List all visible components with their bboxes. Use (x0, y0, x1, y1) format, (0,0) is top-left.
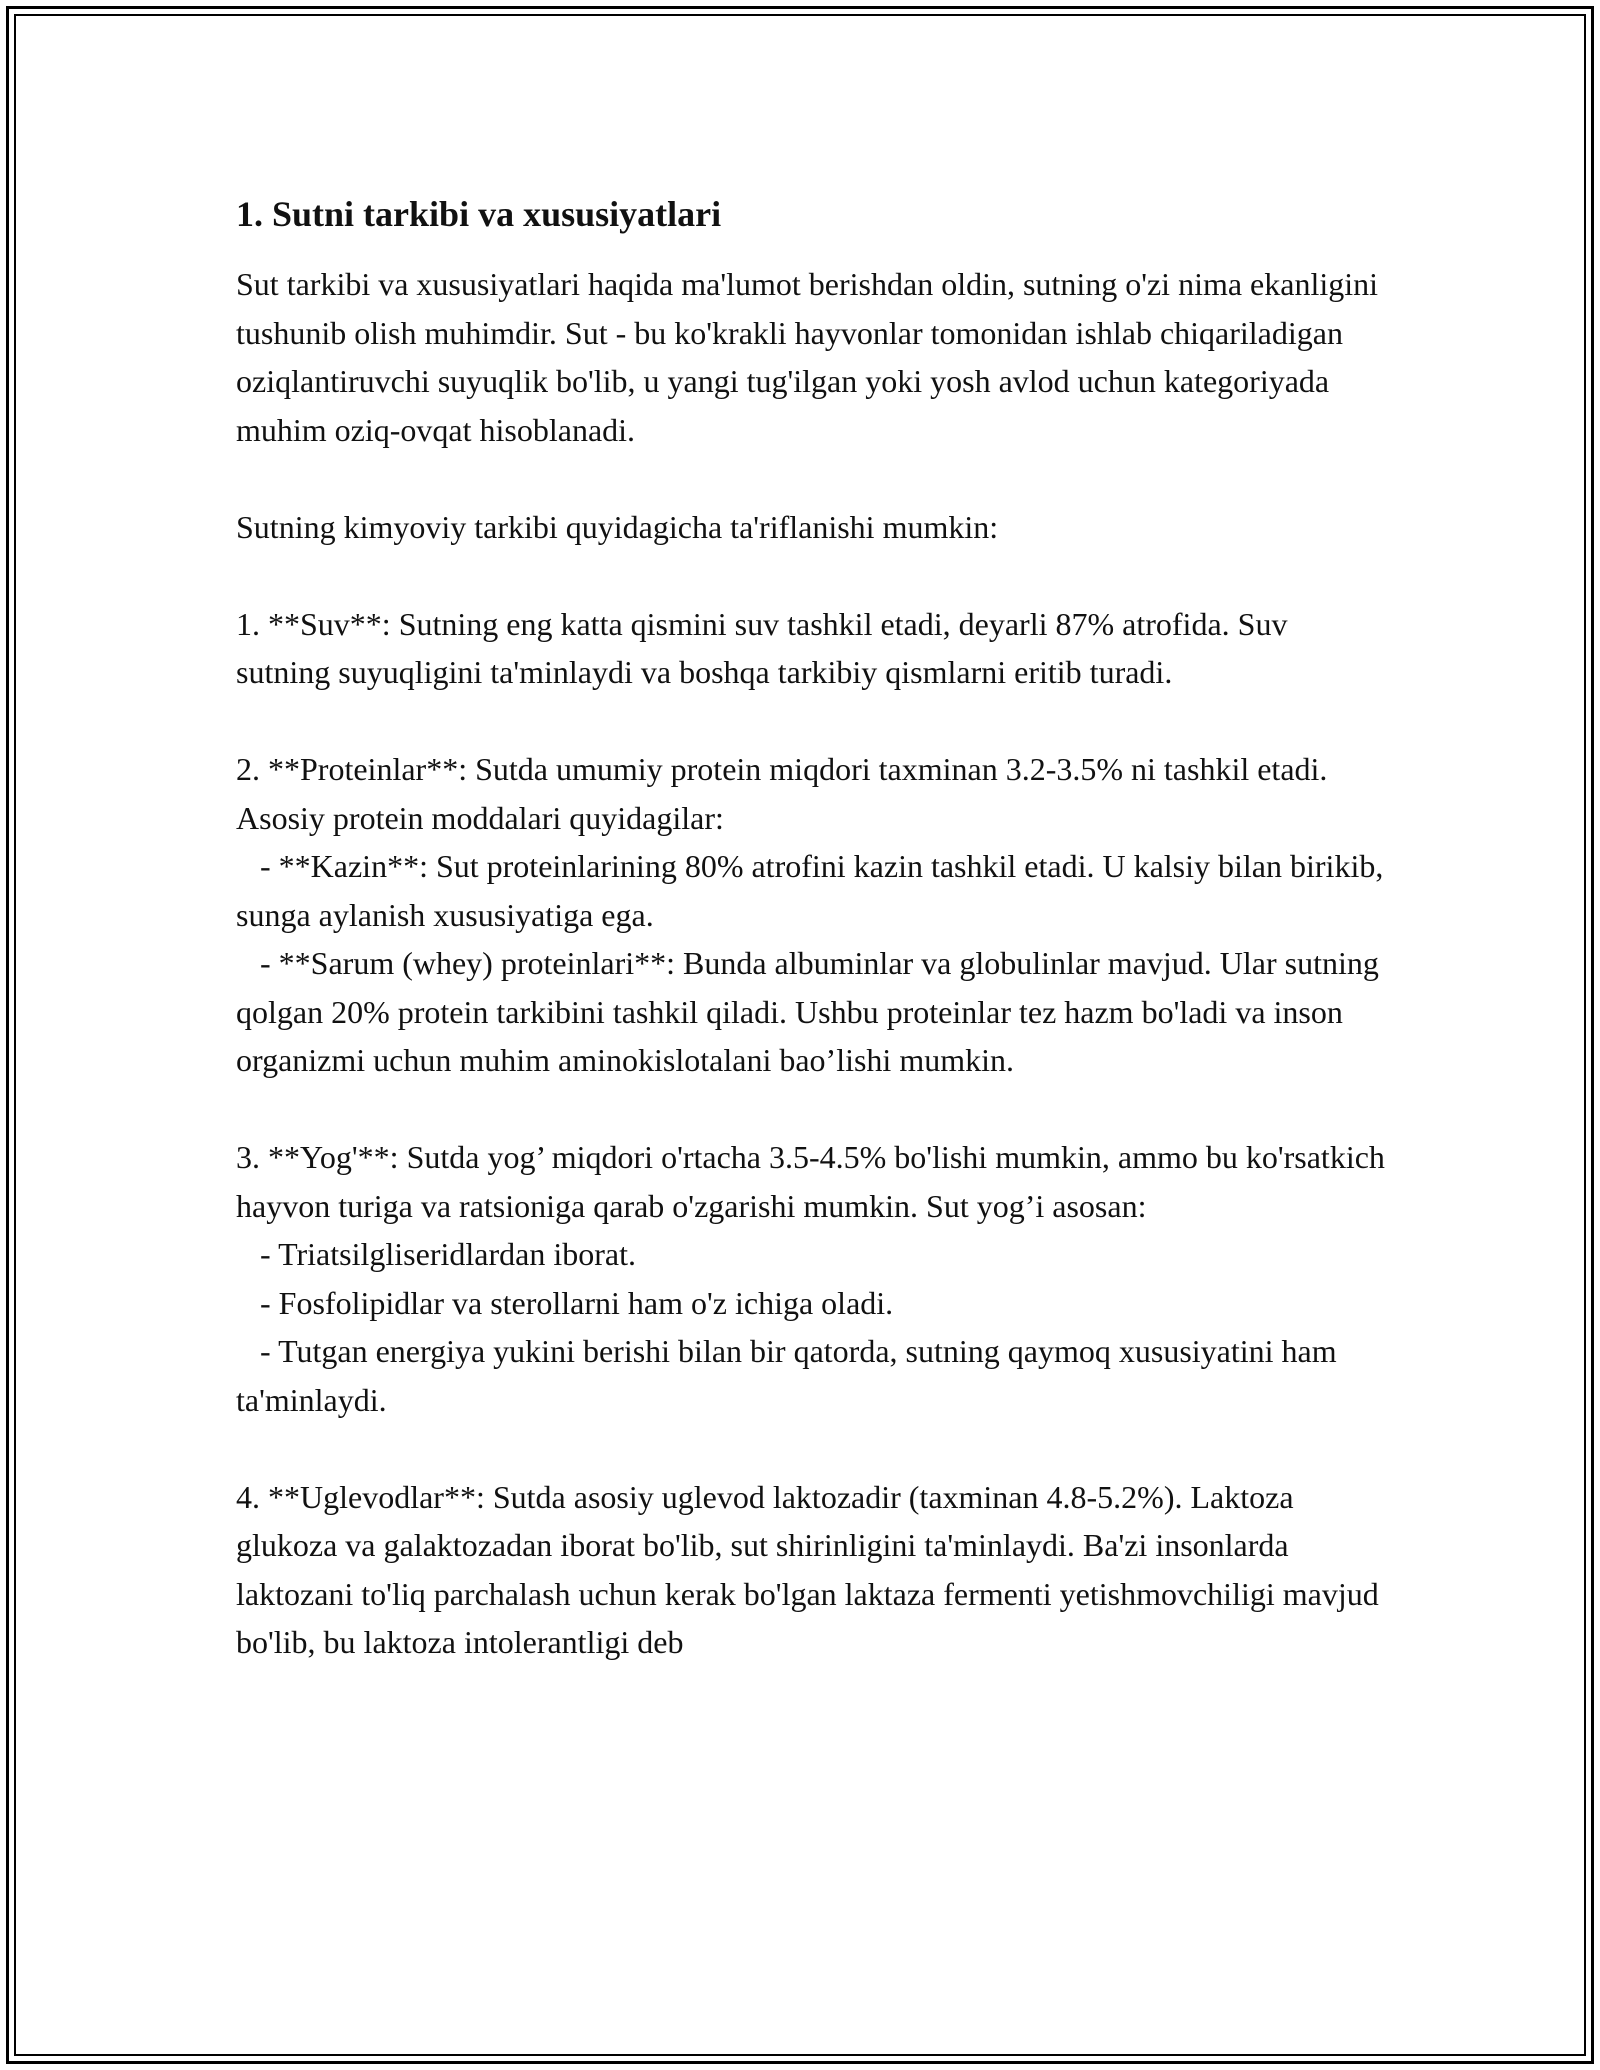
intro-paragraph: Sut tarkibi va xususiyatlari haqida ma'lumot berishdan oldin, sutning o'zi nima ekanligini tushunib olish muhimdir. Sut - bu ko'krakli hayvonlar tomonidan ishlab chiqariladigan oziqlantiruvchi suyuqlik bo'lib, u yangi tug'ilgan yoki yosh avlod uchun kategoriyada muhim oziq-ovqat hisoblanadi. (236, 266, 1387, 448)
fat-paragraph: 3. **Yog'**: Sutda yog’ miqdori o'rtacha 3.5-4.5% bo'lishi mumkin, ammo bu ko'rsatkich hayvon turiga va ratsioniga qarab o'zgarishi mumkin. Sut yog’i asosan: - Triatsilgliseridlardan iborat. - Fosfolipidlar va sterollarni ham o'z ichiga oladi. - Tutgan energiya yukini berishi bilan bir qatorda, sutning qaymoq xususiyatini ham ta'minlaydi. (236, 1139, 1385, 1418)
water-paragraph: 1. **Suv**: Sutning eng katta qismini suv tashkil etadi, deyarli 87% atrofida. Suv sutning suyuqligini ta'minlaydi va boshqa tarkibiy qismlarni eritib turadi. (236, 605, 1296, 690)
proteins-paragraph: 2. **Proteinlar**: Sutda umumiy protein miqdori taxminan 3.2-3.5% ni tashkil etadi. Asosiy protein moddalari quyidagilar: - **Kazin**: Sut proteinlarining 80% atrofini kazin tashkil etadi. U kalsiy bilan birikib, sunga aylanish xususiyatiga ega. - **Sarum (whey) proteinlari**: Bunda albuminlar va globulinlar mavjud. Ular sutning qolgan 20% protein tarkibini tashkil qiladi. Ushbu proteinlar tez hazm bo'ladi va inson organizmi uchun muhim aminokislotalani bao’lishi mumkin. (236, 751, 1384, 1078)
carbohydrates-paragraph: 4. **Uglevodlar**: Sutda asosiy uglevod laktozadir (taxminan 4.8-5.2%). Laktoza glukoza va galaktozadan iborat bo'lib, sut shirinligini ta'minlaydi. Ba'zi insonlarda laktozani to'liq parchalash uchun kerak bo'lgan laktaza fermenti yetishmovchiligi mavjud bo'lib, bu laktoza intolerantligi deb (236, 1478, 1387, 1660)
section-title: 1. Sutni tarkibi va xususiyatlari (236, 194, 722, 234)
document-body (236, 186, 1386, 1667)
composition-lead-paragraph: Sutning kimyoviy tarkibi quyidagicha ta'riflanishi mumkin: (236, 508, 999, 545)
